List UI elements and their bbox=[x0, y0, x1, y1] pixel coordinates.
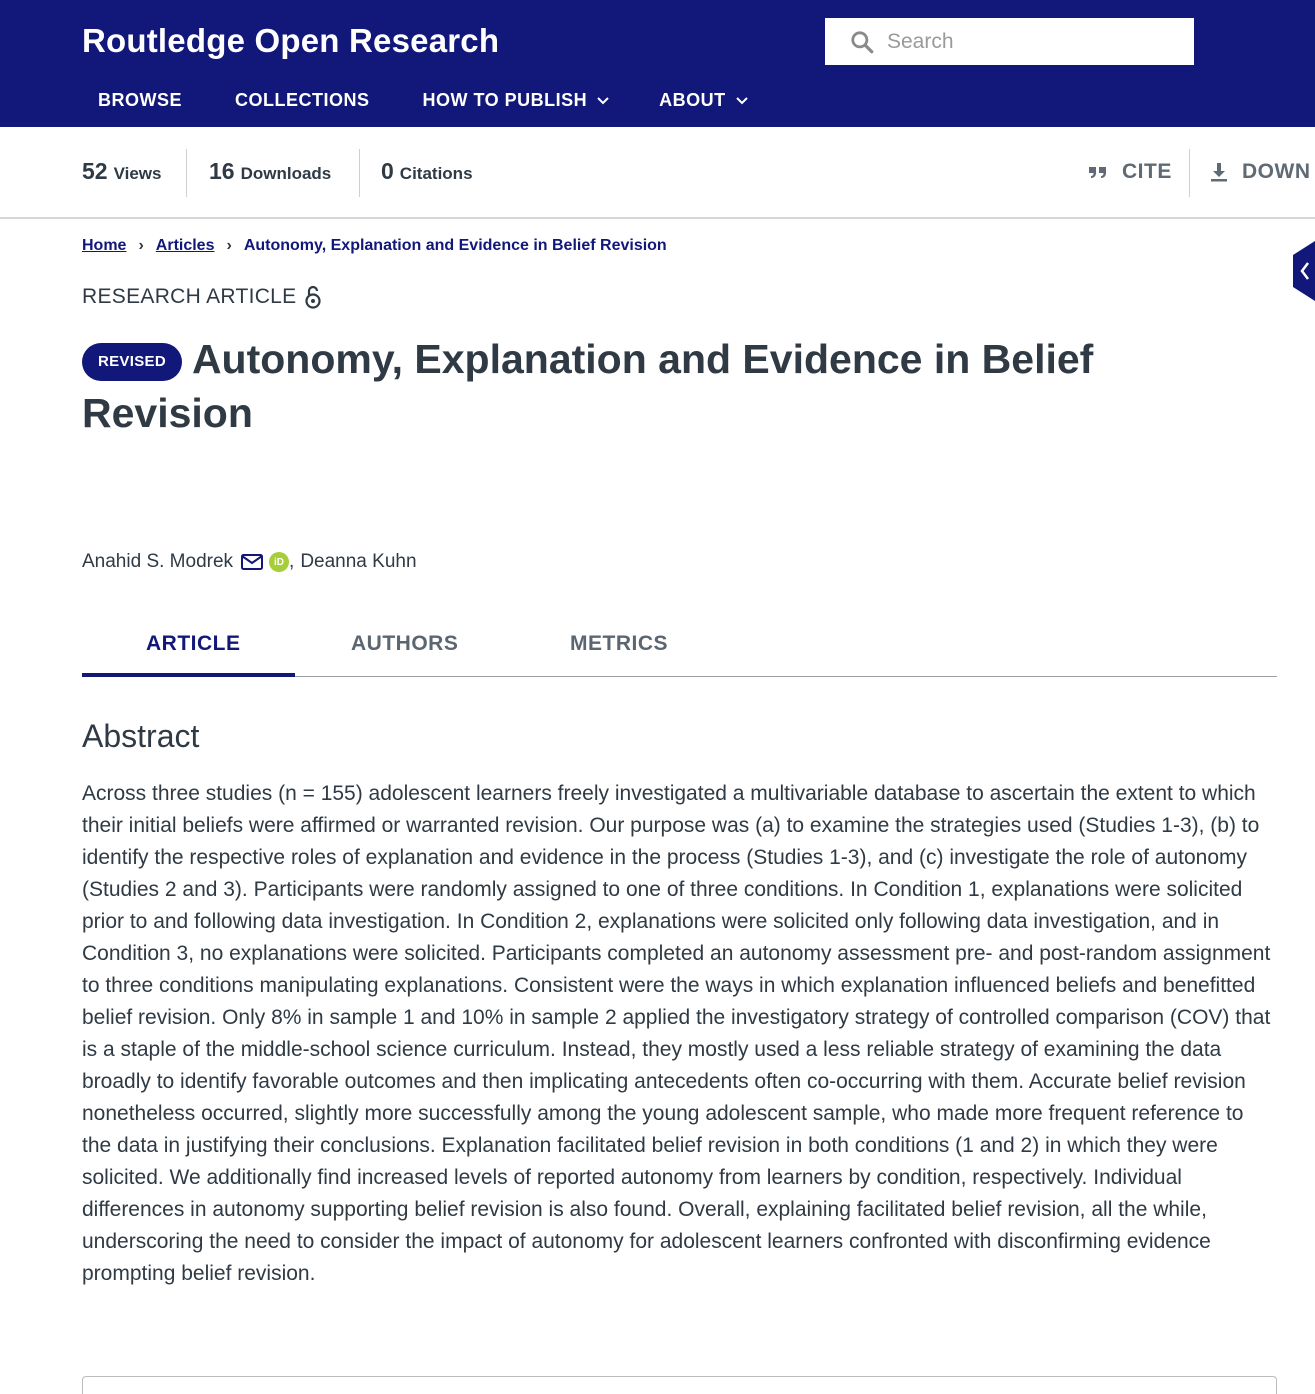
author-list bbox=[82, 551, 417, 573]
nav-how-to-publish[interactable] bbox=[423, 90, 610, 111]
orcid-icon[interactable]: iD bbox=[269, 552, 289, 572]
author-separator: , bbox=[289, 551, 295, 572]
download-icon bbox=[1210, 162, 1228, 182]
citations-stat bbox=[381, 158, 473, 185]
divider bbox=[186, 149, 187, 197]
views-count: 52 bbox=[82, 158, 108, 184]
tab-article[interactable]: ARTICLE bbox=[146, 632, 241, 655]
metrics-bar bbox=[0, 127, 1315, 219]
article-title bbox=[82, 332, 1162, 440]
content-panel bbox=[82, 1376, 1277, 1394]
revised-badge: REVISED bbox=[82, 343, 182, 381]
site-header bbox=[0, 0, 1315, 127]
active-tab-indicator bbox=[82, 673, 295, 677]
nav-how-to-publish-label: HOW TO PUBLISH bbox=[422, 90, 588, 110]
breadcrumb-articles[interactable]: Articles bbox=[155, 237, 215, 254]
search-icon bbox=[849, 29, 875, 55]
citations-count: 0 bbox=[381, 158, 394, 184]
mail-icon[interactable] bbox=[241, 554, 263, 570]
nav-collections[interactable] bbox=[235, 90, 370, 111]
tab-authors[interactable]: AUTHORS bbox=[351, 632, 459, 655]
chevron-down-icon bbox=[736, 97, 748, 105]
chevron-right-icon: › bbox=[138, 237, 144, 254]
search-box[interactable] bbox=[825, 18, 1194, 65]
abstract-heading: Abstract bbox=[82, 718, 200, 754]
abstract-body: Across three studies (n = 155) adolescent learners freely investigated a multivariable database to ascertain the extent to which their initial beliefs were affirmed or warranted revision. Our purpose was (a) to examine the strategies used (Studies 1-3), (b) to identify the respective roles of explanation and evidence in the process (Studies 1-3), and (c) investigate the role of autonomy (Studies 2 and 3). Participants were randomly assigned to one of three conditions. In Condition 1, explanations were solicited prior to and following data investigation. In Condition 2, explanations were solicited only following data investigation, and in Condition 3, no explanations were solicited. Participants completed an autonomy assessment pre- and post-random assignment to three conditions manipulating explanations. Consistent were the ways in which explanation influenced beliefs and benefitted belief revision. Only 8% in sample 1 and 10% in sample 2 applied the investigatory strategy of controlled comparison (COV) that is a staple of the middle-school science curriculum. Instead, they mostly used a less reliable strategy of examining the data broadly to identify favorable outcomes and then implicating antecedents often co-occurring with them. Accurate belief revision nonetheless occurred, slightly more successfully among the young adolescent sample, who made more frequent reference to the data in justifying their conclusions. Explanation facilitated belief revision in both conditions (1 and 2) in which they were solicited. We additionally find increased levels of reported autonomy from learners by condition, respectively. Individual differences in autonomy supporting belief revision is also found. Overall, explaining facilitated belief revision, all the while, underscoring the need to consider the impact of autonomy for adolescent learners confronted with disconfirming evidence prompting belief revision. bbox=[82, 782, 1271, 1285]
article-title-text: Autonomy, Explanation and Evidence in Belief Revision bbox=[82, 336, 1094, 436]
tab-metrics[interactable]: METRICS bbox=[570, 632, 668, 655]
breadcrumb-home[interactable]: Home bbox=[82, 237, 127, 254]
search-input[interactable] bbox=[887, 30, 1167, 54]
downloads-count: 16 bbox=[209, 158, 235, 184]
downloads-label: Downloads bbox=[240, 164, 332, 183]
cite-label: CITE bbox=[1122, 160, 1172, 183]
divider bbox=[359, 149, 360, 197]
article-type-label: RESEARCH ARTICLE bbox=[82, 285, 297, 308]
side-panel-toggle[interactable] bbox=[1293, 241, 1315, 301]
author-name[interactable]: Deanna Kuhn bbox=[300, 551, 417, 572]
cite-button[interactable] bbox=[1088, 160, 1172, 184]
views-stat bbox=[82, 158, 161, 185]
chevron-down-icon bbox=[597, 97, 609, 105]
nav-browse-label: BROWSE bbox=[98, 90, 182, 110]
open-access-icon bbox=[304, 284, 322, 310]
breadcrumb-current: Autonomy, Explanation and Evidence in Belief Revision bbox=[243, 237, 667, 254]
main-nav bbox=[98, 90, 748, 111]
nav-about[interactable] bbox=[659, 90, 748, 111]
author-name[interactable]: Anahid S. Modrek bbox=[82, 551, 234, 572]
nav-collections-label: COLLECTIONS bbox=[235, 90, 370, 110]
nav-about-label: ABOUT bbox=[659, 90, 726, 110]
article-tabs bbox=[82, 620, 1277, 677]
download-label: DOWN bbox=[1242, 160, 1311, 183]
divider bbox=[1189, 149, 1190, 197]
downloads-stat bbox=[209, 158, 331, 185]
chevron-right-icon: › bbox=[226, 237, 232, 254]
citations-label: Citations bbox=[399, 164, 473, 183]
views-label: Views bbox=[113, 164, 162, 183]
download-button[interactable] bbox=[1210, 160, 1311, 184]
quote-icon bbox=[1088, 164, 1108, 180]
breadcrumb bbox=[82, 237, 667, 255]
article-type bbox=[82, 284, 322, 310]
nav-browse[interactable] bbox=[98, 90, 182, 111]
site-brand[interactable]: Routledge Open Research bbox=[82, 22, 500, 59]
